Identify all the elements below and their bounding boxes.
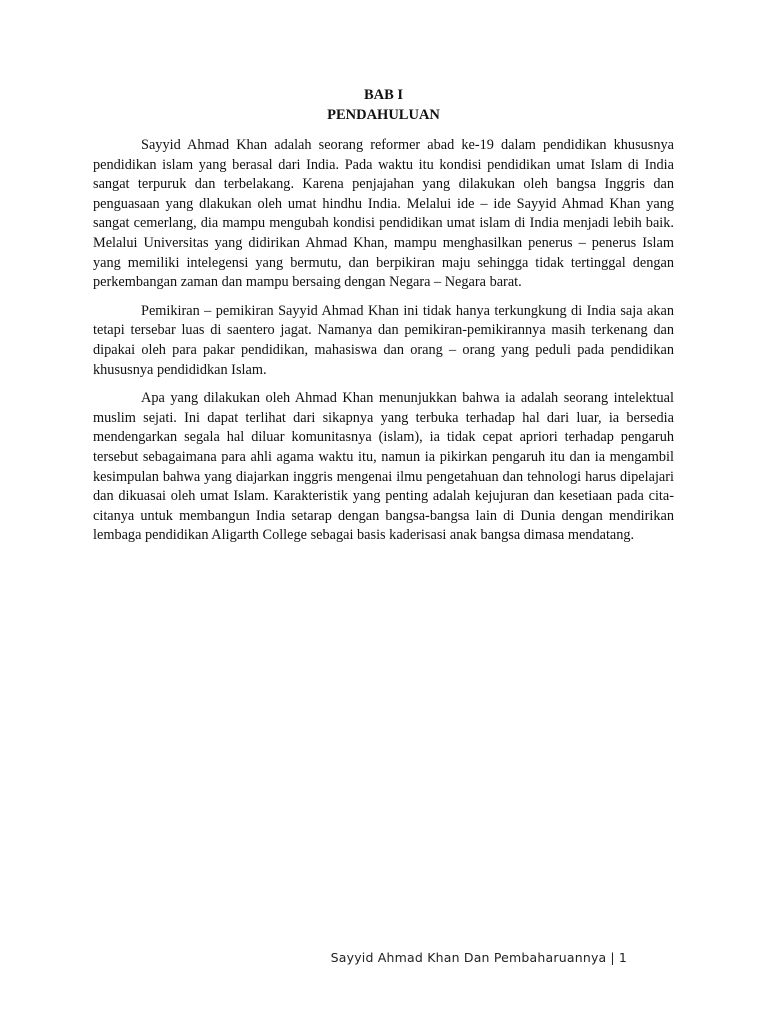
page-content — [93, 86, 674, 546]
paragraph-2: Pemikiran – pemikiran Sayyid Ahmad Khan ini tidak hanya terkungkung di India saja akan tetapi tersebar luas di saentero jagat. Namanya dan pemikiran-pemikirannya masih terkenang dan dipakai oleh para pakar pendidikan, mahasiswa dan orang – orang yang peduli pada pendidikan khususnya pendididkan Islam. — [93, 302, 674, 378]
chapter-label: BAB I — [363, 87, 404, 103]
footer-title: Sayyid Ahmad Khan Dan Pembaharuannya — [330, 950, 607, 965]
paragraph-3: Apa yang dilakukan oleh Ahmad Khan menunjukkan bahwa ia adalah seorang intelektual muslim sejati. Ini dapat terlihat dari sikapnya yang terbuka terhadap hal dari luar, ia bersedia mendengarkan segala hal diluar komunitasnya (islam), ia tidak cepat apriori terhadap pengaruh tersebut sebagaimana para ahli agama waktu itu, namun ia pikirkan pengaruh itu dan ia mengambil kesimpulan bahwa yang diajarkan inggris mengenai ilmu pengetahuan dan tehnologi harus dipelajari dan dikuasai oleh umat Islam. Karakteristik yang penting adalah kejujuran dan kesetiaan pada cita-citanya untuk membangun India setarap dengan bangsa-bangsa lain di Dunia dengan mendirikan lembaga pendidikan Aligarth College sebagai basis kaderisasi anak bangsa dimasa mendatang. — [93, 390, 674, 544]
page-footer — [331, 950, 627, 965]
page-number: 1 — [618, 950, 627, 965]
chapter-title: PENDAHULUAN — [327, 106, 440, 123]
paragraph-1: Sayyid Ahmad Khan adalah seorang reformer abad ke-19 dalam pendidikan khususnya pendidikan islam yang berasal dari India. Pada waktu itu kondisi pendidikan umat Islam di India sangat terpuruk dan terbelakang. Karena penjajahan yang dilakukan oleh bangsa Inggris dan penguasaan yang dlakukan oleh umat hindhu India. Melalui ide – ide Sayyid Ahmad Khan yang sangat cemerlang, dia mampu mengubah kondisi pendidikan umat islam di India menjadi lebih baik. Melalui Universitas yang didirikan Ahmad Khan, mampu menghasilkan penerus – penerus Islam yang memiliki intelegensi yang bermutu, dan berpikiran maju sehingga tidak tertinggal dengan perkembangan zaman dan mampu bersaing dengan Negara – Negara barat. — [93, 137, 674, 291]
footer-separator: | — [610, 950, 615, 965]
